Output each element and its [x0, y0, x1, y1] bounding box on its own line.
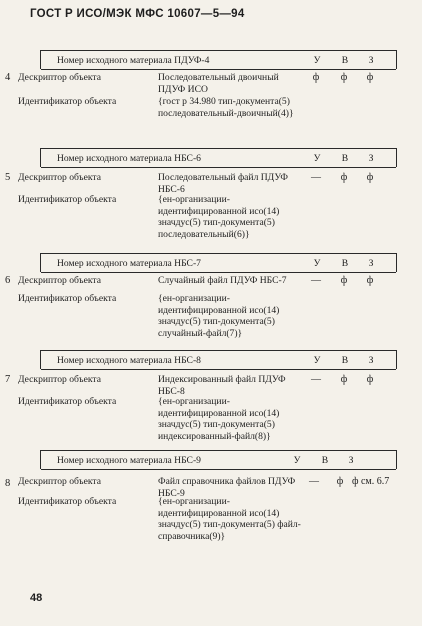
value-u: —	[309, 476, 319, 487]
entry-header-box	[40, 450, 397, 469]
column-z-header: З	[368, 153, 374, 164]
column-v-header: В	[321, 455, 329, 466]
entry-header-box	[40, 350, 397, 369]
entry-title: Номер исходного материала НБС-6	[57, 153, 201, 164]
descriptor-text: Файл справочника файлов ПДУФ НБС-9	[158, 476, 296, 499]
entry-header-box	[40, 50, 397, 69]
descriptor-label: Дескриптор объекта	[18, 72, 101, 83]
entry-title: Номер исходного материала НБС-7	[57, 258, 201, 269]
entry-header-box	[40, 148, 397, 167]
entry-number: 4	[5, 72, 11, 83]
column-z-header: З	[368, 258, 374, 269]
value-z: ф см. 6.7	[352, 476, 390, 487]
value-u: ф	[312, 72, 320, 83]
column-v-header: В	[341, 355, 349, 366]
value-v: ф	[340, 172, 348, 183]
identifier-text: {ен-организации-идентифицированной исо(14) значдус(5) тип-документа(5) случайный-файл(7)}	[158, 293, 280, 339]
identifier-text: {гост р 34.980 тип-документа(5) последовательный-двоичный(4)}	[158, 96, 294, 119]
value-u: —	[311, 275, 321, 286]
column-u-header: У	[313, 55, 321, 66]
column-z-header: З	[368, 55, 374, 66]
descriptor-text: Последовательный файл ПДУФ НБС-6	[158, 172, 289, 195]
entry-number: 8	[5, 478, 11, 489]
page-number: 48	[30, 592, 43, 604]
descriptor-label: Дескриптор объекта	[18, 476, 101, 487]
entry-title: Номер исходного материала ПДУФ-4	[57, 55, 210, 66]
descriptor-text: Случайный файл ПДУФ НБС-7	[158, 275, 287, 286]
descriptor-text: Индексированный файл ПДУФ НБС-8	[158, 374, 286, 397]
entry-block	[0, 253, 422, 343]
column-z-header: З	[368, 355, 374, 366]
value-z: ф	[366, 374, 374, 385]
column-v-header: В	[341, 258, 349, 269]
value-v: ф	[340, 275, 348, 286]
column-u-header: У	[313, 258, 321, 269]
entry-block	[0, 450, 422, 580]
identifier-text: {ен-организации-идентифицированной исо(14) значдус(5) тип-документа(5) файл-справочника(9)}	[158, 496, 301, 542]
column-u-header: У	[293, 455, 301, 466]
entry-number: 5	[5, 172, 11, 183]
entry-block	[0, 148, 422, 248]
entry-block	[0, 50, 422, 142]
identifier-text: {ен-организации-идентифицированной исо(14) значдус(5) тип-документа(5) индексированный-файл(8)}	[158, 396, 280, 442]
column-v-header: В	[341, 55, 349, 66]
value-v: ф	[340, 72, 348, 83]
descriptor-label: Дескриптор объекта	[18, 374, 101, 385]
entry-title: Номер исходного материала НБС-9	[57, 455, 201, 466]
entry-number: 6	[5, 275, 11, 286]
value-z: ф	[366, 172, 374, 183]
identifier-label: Идентификатор объекта	[18, 293, 117, 304]
identifier-text: {ен-организации-идентифицированной исо(14) значдус(5) тип-документа(5) последовательный(6)}	[158, 194, 280, 240]
identifier-label: Идентификатор объекта	[18, 194, 117, 205]
entry-block	[0, 350, 422, 440]
document-header: ГОСТ Р ИСО/МЭК МФС 10607—5—94	[30, 8, 245, 20]
descriptor-label: Дескриптор объекта	[18, 172, 101, 183]
value-v: ф	[336, 476, 344, 487]
descriptor-label: Дескриптор объекта	[18, 275, 101, 286]
value-v: ф	[340, 374, 348, 385]
descriptor-text: Последовательный двоичный ПДУФ ИСО	[158, 72, 279, 95]
column-u-header: У	[313, 153, 321, 164]
entry-header-box	[40, 253, 397, 272]
identifier-label: Идентификатор объекта	[18, 396, 117, 407]
column-z-header: З	[348, 455, 354, 466]
entry-title: Номер исходного материала НБС-8	[57, 355, 201, 366]
value-z: ф	[366, 275, 374, 286]
identifier-label: Идентификатор объекта	[18, 96, 117, 107]
value-z: ф	[366, 72, 374, 83]
identifier-label: Идентификатор объекта	[18, 496, 117, 507]
value-u: —	[311, 172, 321, 183]
value-u: —	[311, 374, 321, 385]
entry-number: 7	[5, 374, 11, 385]
column-v-header: В	[341, 153, 349, 164]
column-u-header: У	[313, 355, 321, 366]
